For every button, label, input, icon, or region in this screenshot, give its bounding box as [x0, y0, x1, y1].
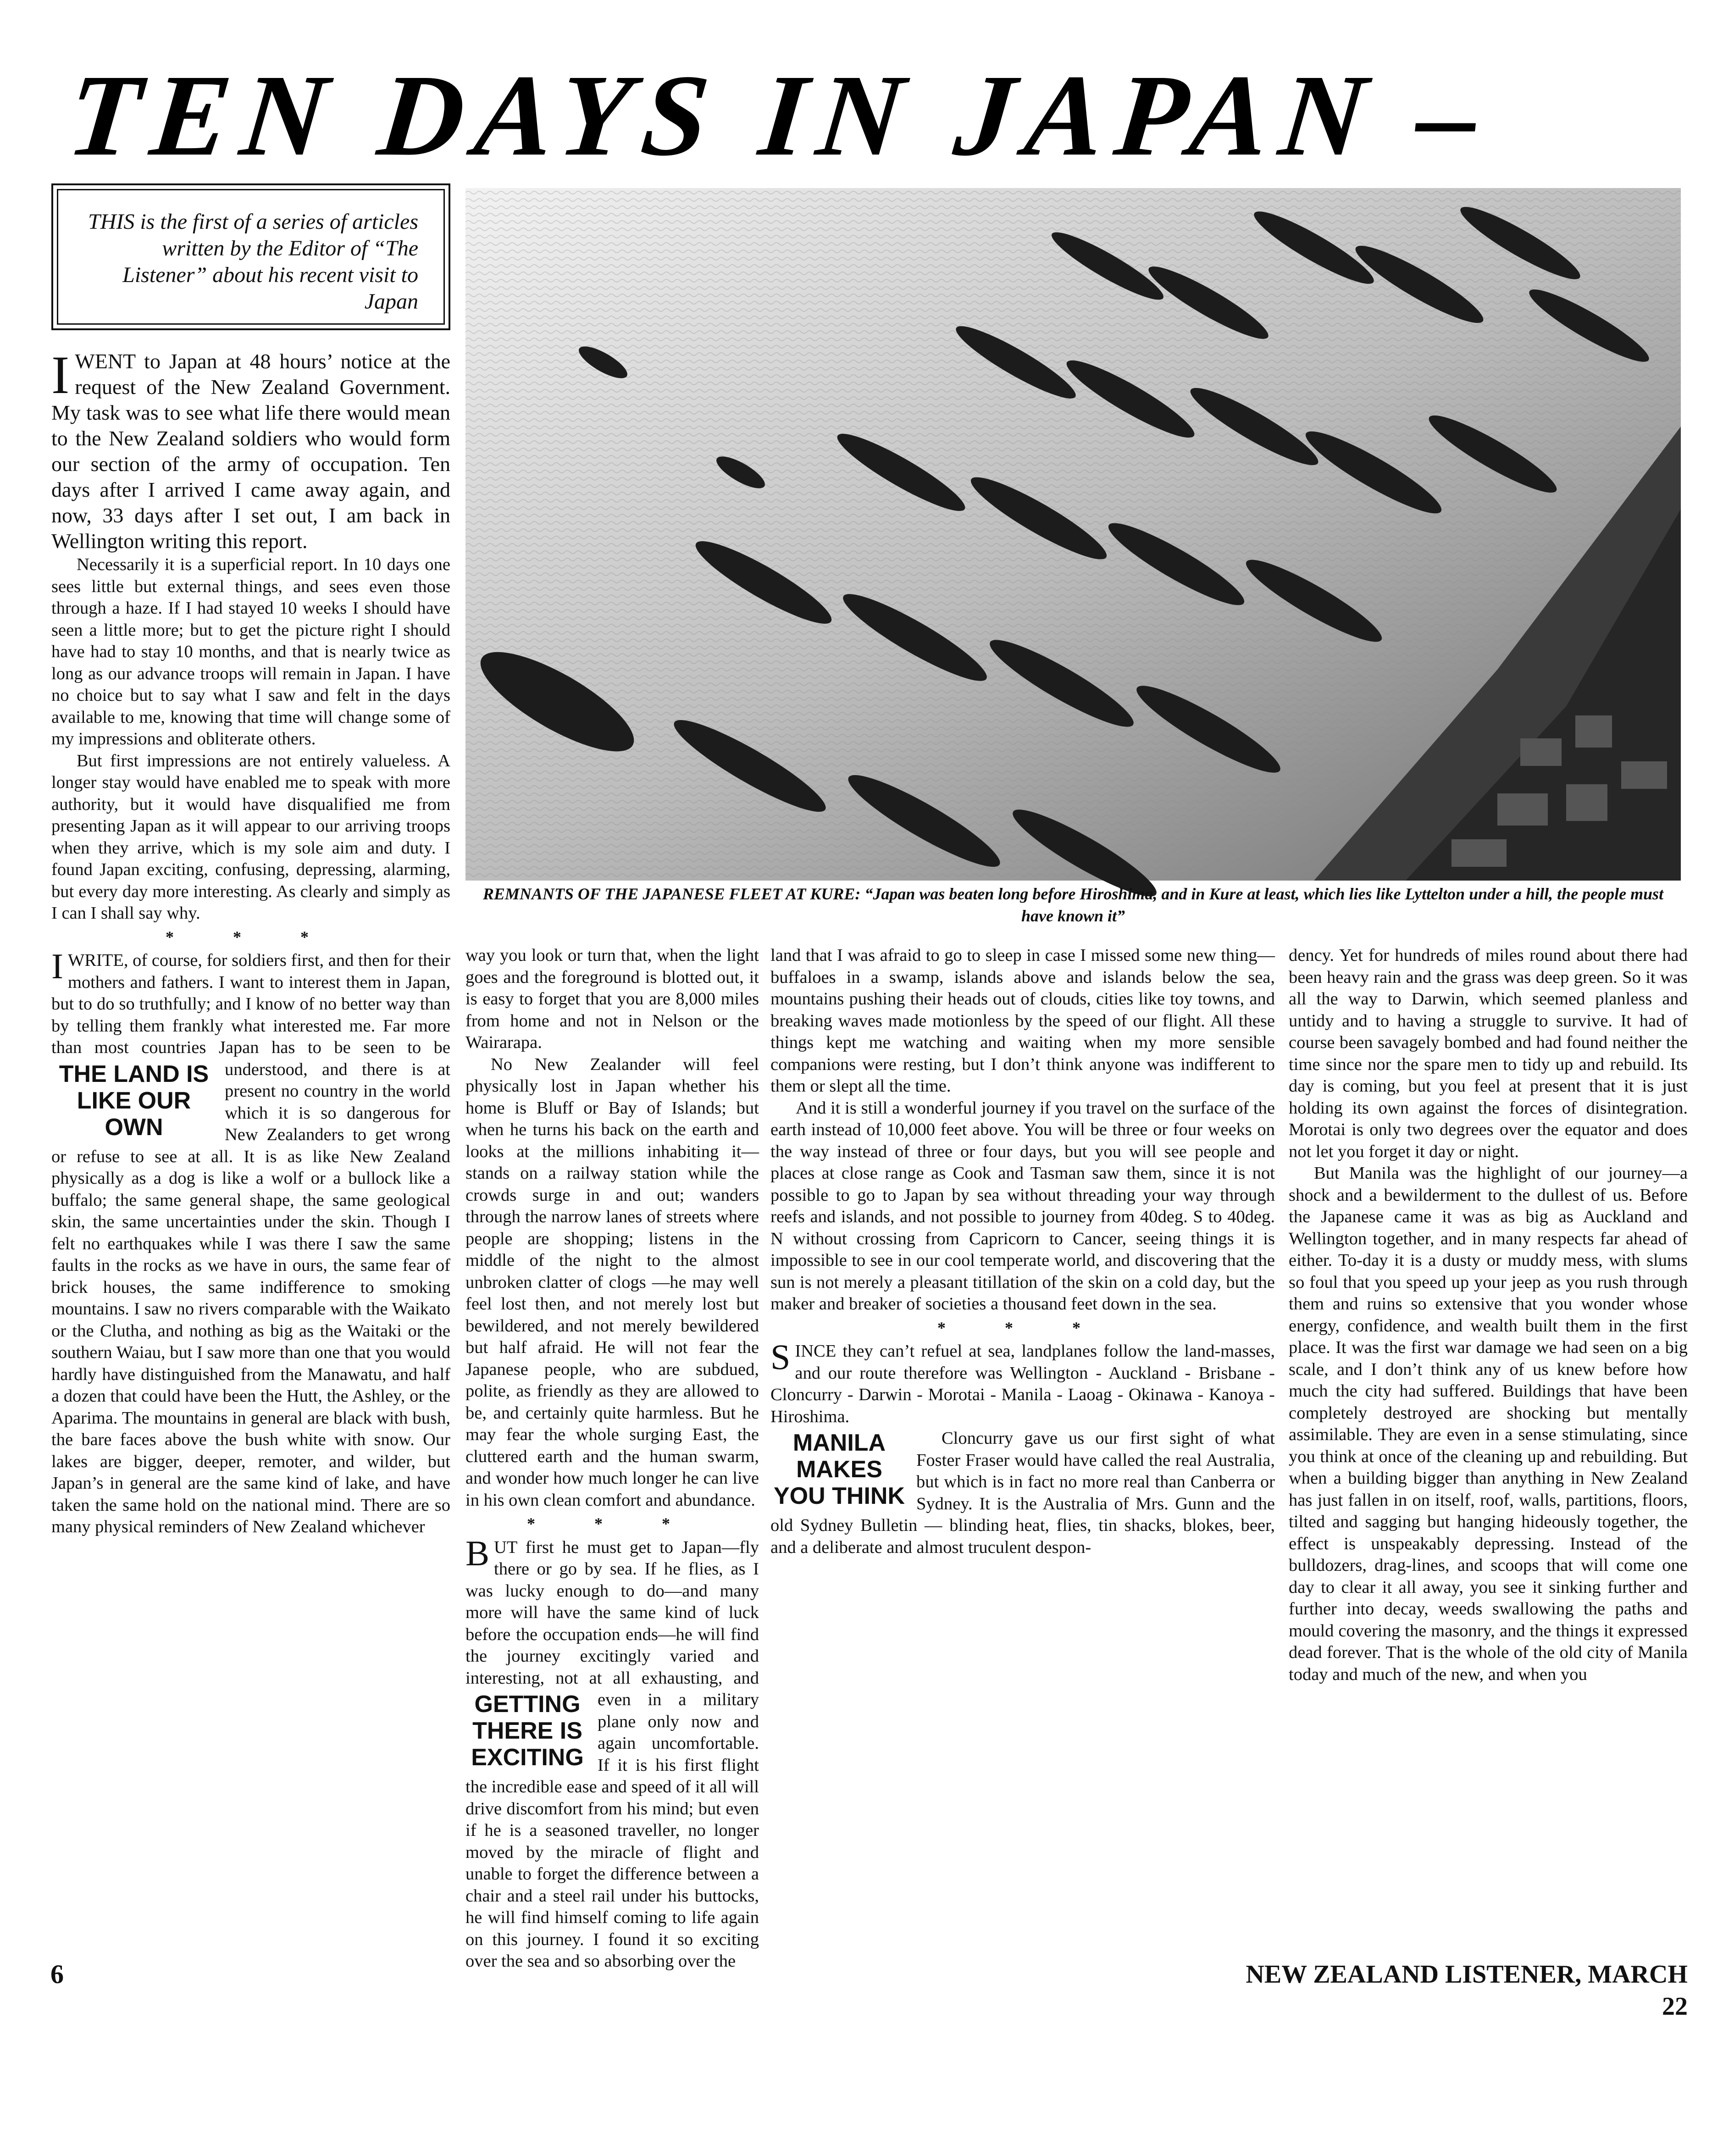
page-number: 6 [50, 1959, 64, 1989]
paragraph: Necessarily it is a superficial report. In 10 days one sees little but external things, and sees even those through a haze. If I had stayed 10 weeks I should have seen a little more; but to get the picture right I should have had to stay 10 months, and that is nearly twice as long as our advance troops will remain in Japan. I have no choice but to say what I saw and felt in the days available to me, knowing that time will change some of my impressions and obliterate others. [51, 555, 450, 748]
paragraph: way you look or turn that, when the light goes and the foreground is blotted out, it is easy to forget that you are 8,000 miles from home and not in Nelson or the Wairarapa. [465, 946, 759, 1052]
page-footer: NEW ZEALAND LISTENER, MARCH 22 [1246, 1960, 1688, 2021]
harbour-photo-drawing [465, 188, 1681, 881]
harbour-aerial-photo [465, 188, 1681, 881]
paragraph: But first impressions are not entirely valueless. A longer stay would have enabled me to speak with more authority, but it would have disqualified me from presenting Japan as it will appear to our arriving troops when they arrive, which is my sole aim and duty. I found Japan exciting, confusing, depressing, alarming, but every day more interesting. As clearly and simply as I can I shall say why. [51, 751, 450, 923]
paragraph: No New Zealander will feel physically lost in Japan whether his home is Bluff or Bay of Islands; but when he turns his back on the earth and looks at the millions inhabiting it—stands on a railway station while the crowds surge in and out; wanders through the narrow lanes of streets where people are shopping; listens in the middle of the night to the almost unbroken clatter of clogs —he may well feel lost then, and not merely lost but bewildered, and not merely bewildered but half afraid. He will not fear the Japanese people, who are subdued, polite, as friendly as they are allowed to be, and certainly quite harmless. But he may fear the whole surging East, the cluttered earth and the human swarm, and wonder how much longer he can live in his own clean comfort and abundance. [465, 1054, 759, 1510]
paragraph: BUT first he must get to Japan—fly there or go by sea. If he flies, as I was lucky enough to do—and many more will have the same kind of luck before the occupation ends—he will find the journey excitingly varied and interesting, not at all exhausting, and even in GETTING THERE IS EXCITING a military plane only now and again uncomfortable. If it is his first flight the incredible ease and speed of it all will drive discomfort from his mind; but even if he is a seasoned traveller, no longer moved by the miracle of flight and unable to forget the difference between a chair and a steel rail under his buttocks, he will find himself coming to life again on this journey. I found it so exciting over the sea and so absorbing over the [465, 1533, 759, 1971]
drop-cap: S [770, 1337, 791, 1377]
lead-paragraph: IWENT to Japan at 48 hours’ notice at the request of the New Zealand Government. My task was to see what life there would mean to the New Zealand soldiers who would form our section of the army of occupation. Ten days after I arrived I came away again, and now, 33 days after I set out, I am back in Wellington writing this report. [51, 345, 450, 553]
paragraph: Cloncurry gave us our first sight of MANILA MAKES YOU THINK what Foster Fraser would have called the real Australia, but which is in fact no more real than Canberra or Sydney. It is the Australia of Mrs. Gunn and the old Sydney Bulletin — blinding heat, flies, tin shacks, blokes, beer, and a deliberate and almost truculent despon- [770, 1429, 1275, 1557]
drop-cap: I [51, 946, 63, 986]
side-heading: GETTING THERE IS EXCITING [471, 1691, 584, 1771]
section-break: * * * [527, 1514, 698, 1533]
intro-box [51, 183, 450, 330]
article-column-2 [465, 945, 759, 1971]
section-break: * * * [166, 927, 336, 946]
paragraph: And it is still a wonderful journey if you travel on the surface of the earth instead of 10,000 feet above. You will be three or four weeks on the way instead of three or four days, but you will see people and places at close range as Cook and Tasman saw them, since it is not possible to go to Japan by sea without threading your way through reefs and islands, and not possible to journey from 40deg. S to 40deg. N without crossing from Capricorn to Cancer, seeing things it is impossible to see in our cool temperate world, and discovering that the sun is not merely a pleasant titillation of the skin on a cold day, but the maker and breaker of societies a thousand feet down in the sea. [770, 1098, 1275, 1314]
drop-cap: I [51, 345, 70, 405]
article-column-1 [51, 345, 450, 1949]
section-break: * * * [937, 1318, 1108, 1337]
paragraph: dency. Yet for hundreds of miles round about there had been heavy rain and the grass was deep green. So it was all the way to Darwin, which seemed planless and untidy and to having a struggle to survive. It had of course been savagely bombed and had found neither the time since nor the spare men to tidy up and rebuild. Its day is coming, but you feel at present that it is just holding its own against the forces of disintegration. Morotai is only two degrees over the equator and does not let you forget it day or night. [1289, 946, 1688, 1161]
side-heading: THE LAND IS LIKE OUR OWN [59, 1060, 209, 1141]
paragraph: IWRITE, of course, for soldiers first, and then for their mothers and fathers. I want to interest them in Japan, but to do so truthfully; and I know of no better way than by telling them frankly what interested me. Far more than most countries Japan has to be THE LAND IS LIKE OUR OWN seen to be understood, and there is at present no country in the world which it is so dangerous for New Zealanders to get wrong or refuse to see at all. It is as like New Zealand physically as a dog is like a wolf or a bullock like a buffalo; the same general shape, the same geological skin, the same uncertainties under the skin. Though I felt no earthquakes while I was there I saw the same faults in the rocks as we have in ours, the same fear of brick houses, the same indifference to smoking mountains. I saw no rivers comparable with the Waikato or the Clutha, and nothing as big as the Waitaki or the southern Waiau, but I saw more than one that you would hardly have distinguished from the Manawatu, and half a dozen that could have been the Hutt, the Ashley, or the Aparima. The mountains in general are black with bush, the bare faces above the bush white with snow. Our lakes are bigger, deeper, remoter, and wilder, but Japan’s in general are the same kind of lake, and have taken the same hold on the national mind. There are so many physical reminders of New Zealand whichever [51, 946, 450, 1536]
paragraph: But Manila was the highlight of our journey—a shock and a bewilderment to the dullest of us. Before the Japanese came it was as big as Auckland and Wellington together, and in many respects far ahead of either. To-day it is a dusty or muddy mess, with slums so foul that you speed up your jeep as you rush through them and ruins so extensive that you wonder whose energy, confidence, and wealth built them in the first place. It was the first war damage we had seen on a big scale, and I don’t think any of us knew before how much the city had suffered. Buildings that have been completely destroyed are shocking but mentally assimilable. They are even in a sense stimulating, since you think at once of the cleaning up and rebuilding. But when a building bigger than anything in New Zealand has just fallen in on itself, roof, walls, partitions, floors, tilted and sagging but hanging hideously together, the effect is unspeakably depressing. Instead of the bulldozers, drag-lines, and scoops that will come one day to clear it all away, you see it sinking further and further into decay, weeds swallowing the paths and mould covering the masonry, and the things it expressed dead forever. That is the whole of the old city of Manila today and much of the new, and when you [1289, 1164, 1688, 1684]
headline: TEN DAYS IN JAPAN – [62, 51, 1496, 180]
article-column-3 [770, 945, 1275, 1949]
side-heading: MANILA MAKES YOU THINK [774, 1430, 905, 1509]
paragraph: land that I was afraid to go to sleep in case I missed some new thing—buffaloes in a swamp, islands above and islands below the sea, mountains pushing their heads out of clouds, cities like toy towns, and breaking waves made motionless by the speed of our flight. All these things kept me watching and waiting when my more sensible companions were resting, but I don’t think anyone was indifferent to them or slept all the time. [770, 946, 1275, 1096]
photo-caption: REMNANTS OF THE JAPANESE FLEET AT KURE: “Japan was beaten long before Hiroshima, and in Kure at least, which lies like Lyttelton under a hill, the people must have known it” [482, 885, 1664, 925]
article-column-4 [1289, 945, 1688, 1949]
paragraph: SINCE they can’t refuel at sea, landplanes follow the land-masses, and our route therefore was Wellington - Auckland - Brisbane - Cloncurry - Darwin - Morotai - Manila - Laoag - Okinawa - Kanoya - Hiroshima. [770, 1337, 1275, 1426]
intro-text: THIS is the first of a series of articles written by the Editor of “The Listener” about his recent visit to Japan [57, 189, 445, 325]
drop-cap: B [465, 1533, 490, 1573]
